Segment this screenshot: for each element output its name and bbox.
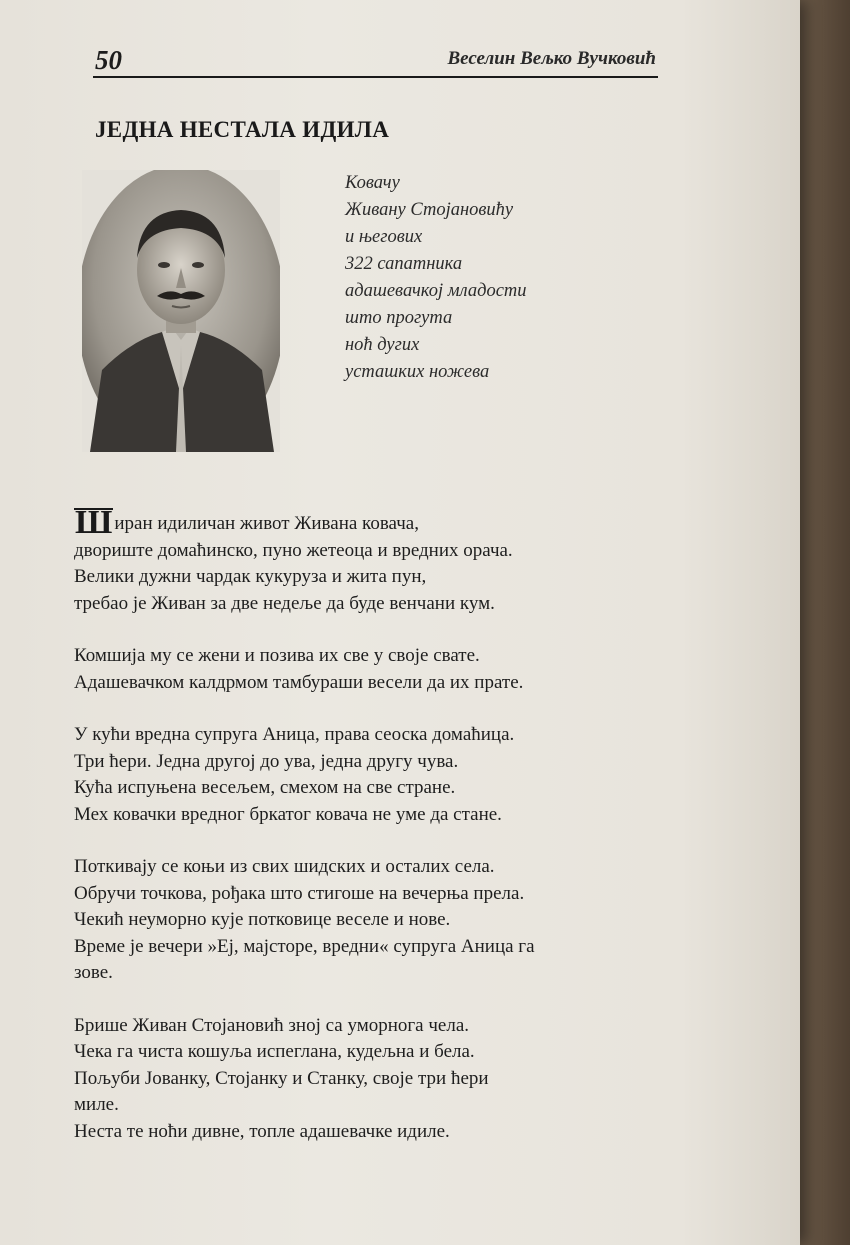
stanza: [74, 854, 694, 987]
poem-title: ЈЕДНА НЕСТАЛА ИДИЛА: [95, 117, 390, 142]
poem-line: Мех ковачки вредног бркатог ковача не уме да стане.: [74, 803, 502, 825]
running-head-author: Веселин Вељко Вучковић: [447, 48, 656, 69]
stanza: [74, 504, 694, 617]
page-header: [93, 40, 658, 78]
poem-line: Кућа испуњена весељем, смехом на све стране.: [74, 777, 456, 798]
poem-line: Време је вечери »Еј, мајсторе, вредни« супруга Аница га: [74, 935, 535, 957]
dedication: [345, 170, 527, 386]
poem-line: Адашевачком калдрмом тамбураши весели да их прате.: [74, 671, 524, 693]
poem-line: требао је Живан за две недеље да буде венчани кум.: [74, 592, 495, 614]
page-number: 50: [95, 45, 122, 75]
poem-line: Три ћери. Једна другој до ува, једна другу чува.: [74, 750, 459, 772]
poem-line: Обручи точкова, рођака што стигоше на вечерња прела.: [74, 882, 525, 904]
poem-body: [74, 504, 694, 1171]
dedication-line: Живану Стојановићу: [345, 200, 514, 220]
drop-cap: Ш: [75, 504, 113, 541]
stanza: [74, 643, 694, 696]
stanza: [74, 1013, 694, 1146]
poem-line: [74, 504, 694, 541]
book-spine-edge: [800, 0, 850, 1245]
poem-line: двориште домаћинско, пуно жетеоца и вредних орача.: [74, 539, 513, 561]
dedication-line: што прогута: [345, 308, 453, 328]
dedication-line: ноћ дугих: [345, 335, 420, 355]
poem-line: У кући вредна супруга Аница, права сеоска домаћица.: [74, 724, 515, 745]
dedication-line: адашевачкој младости: [345, 281, 527, 301]
poem-line: Поткивају се коњи из свих шидских и осталих села.: [74, 856, 495, 877]
poem-line: Чекић неуморно кује потковице веселе и нове.: [74, 909, 451, 930]
poem-line: Пољуби Јованку, Стојанку и Станку, своје три ћери: [74, 1067, 489, 1089]
portrait-photo-icon: [82, 170, 280, 452]
dedication-line: усташких ножева: [345, 362, 490, 382]
dedication-line: Ковачу: [345, 173, 400, 193]
stanza: [74, 722, 694, 828]
poem-line: Велики дужни чардак кукуруза и жита пун,: [74, 566, 427, 587]
poem-line: Комшија му се жени и позива их све у своје свате.: [74, 645, 480, 666]
poem-line-text: иран идиличан живот Живана ковача,: [114, 513, 419, 534]
dedication-line: 322 сапатника: [345, 254, 463, 274]
poem-line: Брише Живан Стојановић зној са уморнога чела.: [74, 1014, 470, 1036]
poem-line: миле.: [74, 1094, 119, 1115]
dedication-line: и његових: [345, 227, 423, 247]
portrait-photo: [82, 170, 280, 452]
poem-line: Чека га чиста кошуља испеглана, кудељна и бела.: [74, 1041, 475, 1062]
poem-line: Неста те ноћи дивне, топле адашевачке идиле.: [74, 1120, 450, 1142]
poem-line: зове.: [74, 962, 113, 983]
